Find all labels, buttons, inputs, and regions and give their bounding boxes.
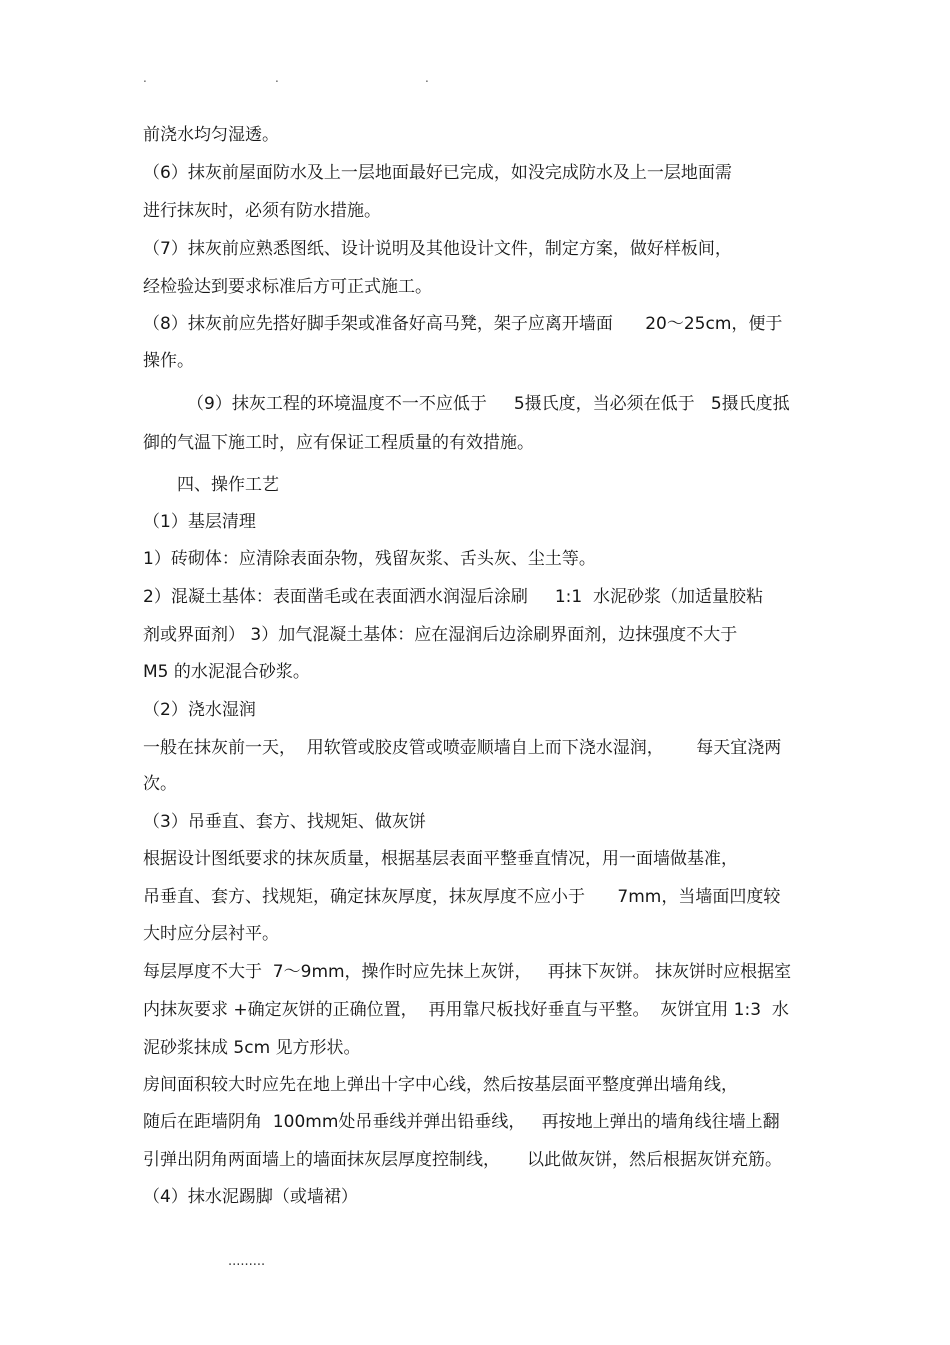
text-line: （9）抹灰工程的环境温度不一不应低于 5摄氏度，当必须在低于 5摄氏度抵: [187, 394, 790, 414]
text-line: 大时应分层衬平。: [143, 924, 279, 944]
text-line: 一般在抹灰前一天， 用软管或胶皮管或喷壶顺墙自上而下浇水湿润， 每天宜浇两: [143, 738, 782, 758]
text-line: M5 的水泥混合砂浆。: [143, 662, 310, 682]
text-line: 经检验达到要求标准后方可正式施工。: [143, 277, 432, 297]
header-mark: .: [143, 71, 147, 85]
text-line: 前浇水均匀湿透。: [143, 125, 279, 145]
footer-mark: .........: [228, 1254, 266, 1269]
text-line: 每层厚度不大于 7～9mm，操作时应先抹上灰饼， 再抹下灰饼。 抹灰饼时应根据室: [143, 962, 792, 982]
subsection-heading: （3）吊垂直、套方、找规矩、做灰饼: [143, 812, 426, 832]
text-line: 内抹灰要求 +确定灰饼的正确位置， 再用靠尺板找好垂直与平整。 灰饼宜用 1:3 水: [143, 1000, 789, 1020]
text-line: （7）抹灰前应熟悉图纸、设计说明及其他设计文件，制定方案，做好样板间，: [143, 239, 732, 259]
text-line: 房间面积较大时应先在地上弹出十字中心线，然后按基层面平整度弹出墙角线，: [143, 1075, 738, 1095]
subsection-heading: （4）抹水泥踢脚（或墙裙）: [143, 1187, 358, 1207]
text-line: （8）抹灰前应先搭好脚手架或准备好高马凳，架子应离开墙面 20～25cm，便于: [143, 314, 783, 334]
section-heading: 四、操作工艺: [177, 475, 279, 495]
text-line: 吊垂直、套方、找规矩，确定抹灰厚度，抹灰厚度不应小于 7mm，当墙面凹度较: [143, 887, 781, 907]
text-line: 操作。: [143, 351, 194, 371]
subsection-heading: （2）浇水湿润: [143, 700, 256, 720]
text-line: 1）砖砌体：应清除表面杂物，残留灰浆、舌头灰、尘土等。: [143, 549, 596, 569]
text-line: （6）抹灰前屋面防水及上一层地面最好已完成，如没完成防水及上一层地面需: [143, 163, 732, 183]
header-mark: .: [425, 71, 429, 85]
text-line: 引弹出阴角两面墙上的墙面抹灰层厚度控制线， 以此做灰饼，然后根据灰饼充筋。: [143, 1150, 783, 1170]
text-line: 2）混凝土基体：表面凿毛或在表面洒水润湿后涂刷 1:1 水泥砂浆（加适量胶粘: [143, 587, 764, 607]
text-line: 随后在距墙阴角 100mm处吊垂线并弹出铅垂线， 再按地上弹出的墙角线往墙上翻: [143, 1112, 780, 1132]
text-line: 剂或界面剂） 3）加气混凝土基体：应在湿润后边涂刷界面剂，边抹强度不大于: [143, 625, 738, 645]
text-line: 根据设计图纸要求的抹灰质量，根据基层表面平整垂直情况，用一面墙做基准，: [143, 849, 738, 869]
text-line: 御的气温下施工时，应有保证工程质量的有效措施。: [143, 433, 534, 453]
header-mark: .: [275, 71, 279, 85]
subsection-heading: （1）基层清理: [143, 512, 256, 532]
text-line: 次。: [143, 774, 177, 794]
text-line: 进行抹灰时，必须有防水措施。: [143, 201, 381, 221]
text-line: 泥砂浆抹成 5cm 见方形状。: [143, 1038, 361, 1058]
